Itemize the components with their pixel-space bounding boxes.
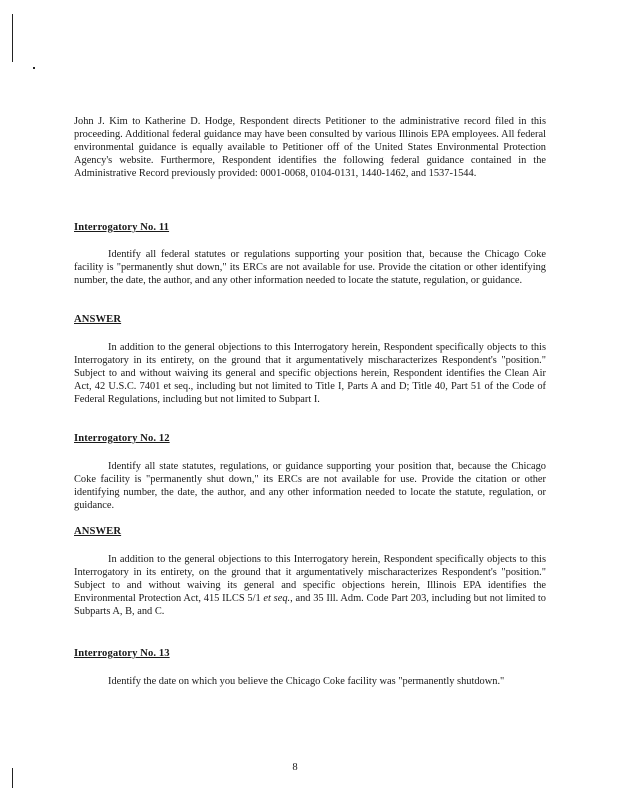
answer-text-after-italic: , and 35 Ill. Adm. Code Part 203, including but not limited to Subparts A, B, and C. xyxy=(74,593,547,618)
interrogatory-13-heading: Interrogatory No. 13 xyxy=(74,648,170,659)
interrogatory-12-answer-heading: ANSWER xyxy=(74,526,122,537)
interrogatory-11-answer: In addition to the general objections to this Interrogatory herein, Respondent specifically objects to this Interrogatory in its entirety, on the ground that it argumentatively mischaracterizes Respondent's "position." Subject to and without waiving its general and specific objections herein, Respondent identifies the Clean Air Act, 42 U.S.C. 7401 et seq., including but not limited to Title I, Parts A and D; Title 40, Part 51 of the Code of Federal Regulations, including but not limited to Subpart I. xyxy=(74,342,546,406)
scan-speck xyxy=(33,67,35,69)
interrogatory-12-answer xyxy=(74,553,546,618)
scan-margin-mark-bottom xyxy=(12,768,13,788)
page-number: 8 xyxy=(292,762,298,773)
interrogatory-11-answer-heading: ANSWER xyxy=(74,314,122,325)
continuation-paragraph: John J. Kim to Katherine D. Hodge, Respondent directs Petitioner to the administrative record filed in this proceeding. Additional federal guidance may have been consulted by various Illinois EPA employees. All federal environmental guidance is equally available to Petitioner off of the United States Environmental Protection Agency's website. Furthermore, Respondent identifies the following federal guidance contained in the Administrative Record previously provided: 0001-0068, 0104-0131, 1440-1462, and 1537-1544. xyxy=(74,116,546,180)
answer-italic-et-seq: et seq. xyxy=(263,593,291,605)
interrogatory-11-heading: Interrogatory No. 11 xyxy=(74,222,170,233)
scan-margin-mark-top xyxy=(12,14,13,62)
answer-text-before-italic: In addition to the general objections to this Interrogatory herein, Respondent specifically objects to this Interrogatory in its entirety, on the ground that it argumentatively mischaracterizes Respondent's "position." Subject to and without waiving its general and specific objections herein, Illinois EPA identifies the Environmental Protection Act, 415 ILCS 5/1 xyxy=(74,554,546,605)
interrogatory-13-question: Identify the date on which you believe the Chicago Coke facility was "permanently shutdown." xyxy=(108,676,505,687)
interrogatory-11-question: Identify all federal statutes or regulations supporting your position that, because the Chicago Coke facility is "permanently shut down," its ERCs are not available for use. Provide the citation or other identifying number, the date, the author, and any other information needed to locate the statute, regulation, or guidance. xyxy=(74,249,546,287)
interrogatory-12-heading: Interrogatory No. 12 xyxy=(74,433,170,444)
interrogatory-12-question: Identify all state statutes, regulations, or guidance supporting your position that, because the Chicago Coke facility is "permanently shut down," its ERCs are not available for use. Provide the citation or other identifying number, the date, the author, and any other information needed to locate the statute, regulation, or guidance. xyxy=(74,461,546,512)
